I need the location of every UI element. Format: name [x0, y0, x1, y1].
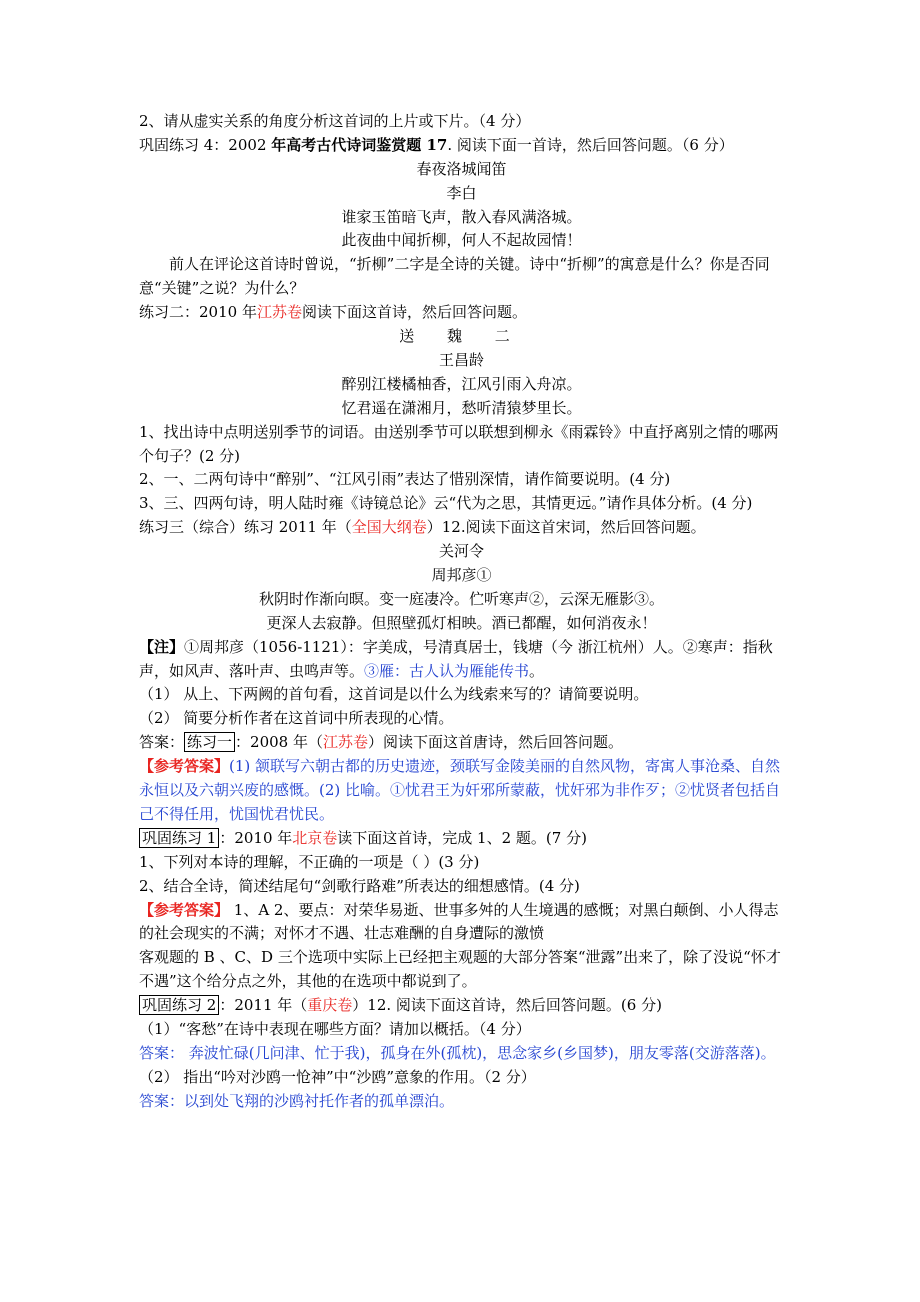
poem-line: 更深人去寂静。但照壁孤灯相映。酒已都醒，如何消夜永！: [266, 613, 657, 632]
answer-text: 答案： 奔波忙碌(几问津、忙于我)，孤身在外(孤枕)，思念家乡(乡国梦)，朋友零落(交游落落)。: [139, 1043, 776, 1062]
poem-line: 醉别江楼橘柚香，江风引雨入舟凉。: [341, 374, 582, 393]
source-tag: 北京卷: [292, 828, 338, 847]
poem-title: 春夜洛城闻笛: [416, 159, 507, 178]
answer-3-heading: 巩固练习 2 ：2011 年（重庆卷）12. 阅读下面这首诗，然后回答问题。(6 分): [139, 994, 784, 1018]
answer-text: 答案：以到处飞翔的沙鸥衬托作者的孤单漂泊。: [139, 1091, 455, 1110]
question-item: （2） 指出“吟对沙鸥一怆神”中“沙鸥”意象的作用。（2 分）: [139, 1067, 536, 1086]
poem-title: 关河令: [438, 542, 484, 561]
reference-answer: 【参考答案】 1、A 2、要点：对荣华易逝、世事多舛的人生境遇的感慨；对黑白颠倒、小人得志的社会现实的不满；对怀才不遇、壮志难酬的自身遭际的激愤: [139, 900, 779, 943]
poem-line: 谁家玉笛暗飞声，散入春风满洛城。: [341, 207, 582, 226]
exercise-2-heading: 练习二：2010 年江苏卷阅读下面这首诗，然后回答问题。: [139, 303, 527, 322]
question-item: 1、找出诗中点明送别季节的词语。由送别季节可以联想到柳永《雨霖铃》中直抒离别之情的哪两个句子？(2 分): [139, 422, 779, 465]
poem-line: 忆君遥在潇湘月，愁听清猿梦里长。: [341, 398, 582, 417]
source-tag: 江苏卷: [256, 303, 302, 322]
poem-author: 王昌龄: [438, 350, 484, 369]
answer-comment: 客观题的 B 、C、D 三个选项中实际上已经把主观题的大部分答案“泄露”出来了，除了没说“怀才不遇”这个给分点之外，其他的在选项中都说到了。: [139, 948, 781, 991]
question-item: 2、一、二两句诗中“醉别”、“江风引雨”表达了惜别深情，请作简要说明。(4 分): [139, 470, 671, 489]
answer-2-heading: 巩固练习 1 ：2010 年北京卷读下面这首诗，完成 1、2 题。(7 分): [139, 827, 784, 851]
exercise-label-box: 巩固练习 1: [139, 828, 219, 848]
question-item: （1）“客愁”在诗中表现在哪些方面？请加以概括。（4 分）: [139, 1020, 531, 1039]
answer-1-heading: 答案： 练习一 ：2008 年（江苏卷）阅读下面这首唐诗，然后回答问题。: [139, 733, 624, 752]
question-item: 3、三、四两句诗，明人陆时雍《诗镜总论》云“代为之思，其情更远。”请作具体分析。(4 分): [139, 494, 753, 513]
source-tag: 全国大纲卷: [351, 518, 427, 537]
question-item: 2、结合全诗，简述结尾句“剑歌行路难”所表达的细想感情。(4 分): [139, 876, 580, 895]
document-page: [139, 110, 784, 1114]
exercise-label-box: 练习一: [184, 732, 235, 752]
source-tag: 江苏卷: [322, 733, 368, 752]
source-tag: 重庆卷: [307, 996, 353, 1015]
poem-author: 李白: [446, 183, 477, 202]
poem-title: 送 魏 二: [399, 327, 524, 346]
question-item: （1） 从上、下两阙的首句看，这首词是以什么为线索来写的？请简要说明。: [139, 685, 649, 704]
poem-author: 周邦彦①: [431, 566, 492, 584]
poem-note: 【注】①周邦彦（1056-1121）：字美成，号清真居士，钱塘（今 浙江杭州）人。②寒声：指秋声，如风声、落叶声、虫鸣声等。③雁：古人认为雁能传书。: [139, 637, 773, 680]
exercise-label-box: 巩固练习 2: [139, 995, 219, 1015]
poem-line: 此夜曲中闻折柳，何人不起故园情！: [341, 231, 582, 250]
poem-question: 前人在评论这首诗时曾说，“折柳”二字是全诗的关键。诗中“折柳”的寓意是什么？你是否同意“关键”之说？为什么？: [139, 255, 770, 298]
question-2: 2、请从虚实关系的角度分析这首词的上片或下片。（4 分）: [139, 112, 531, 130]
poem-line: 秋阴时作渐向暝。变一庭凄冷。伫听寒声②，云深无雁影③。: [258, 589, 664, 608]
exercise-3-heading: 练习三（综合）练习 2011 年（全国大纲卷）12.阅读下面这首宋词，然后回答问题。: [139, 518, 706, 537]
reference-answer: 【参考答案】(1) 颔联写六朝古都的历史遗迹，颈联写金陵美丽的自然风物，寄寓人事沧桑、自然永恒以及六朝兴废的感慨。(2) 比喻。①忧君王为奸邪所蒙蔽，忧奸邪为非作歹；②忧贤者包括自己不得任用，忧国忧君忧民。: [139, 757, 781, 823]
question-item: （2） 简要分析作者在这首词中所表现的心情。: [139, 709, 454, 728]
exercise-4-heading: 巩固练习 4：2002 年高考古代诗词鉴赏题 17. 阅读下面一首诗，然后回答问题。（6 分）: [139, 135, 734, 154]
question-item: 1、下列对本诗的理解，不正确的一项是（ ）(3 分): [139, 852, 480, 871]
